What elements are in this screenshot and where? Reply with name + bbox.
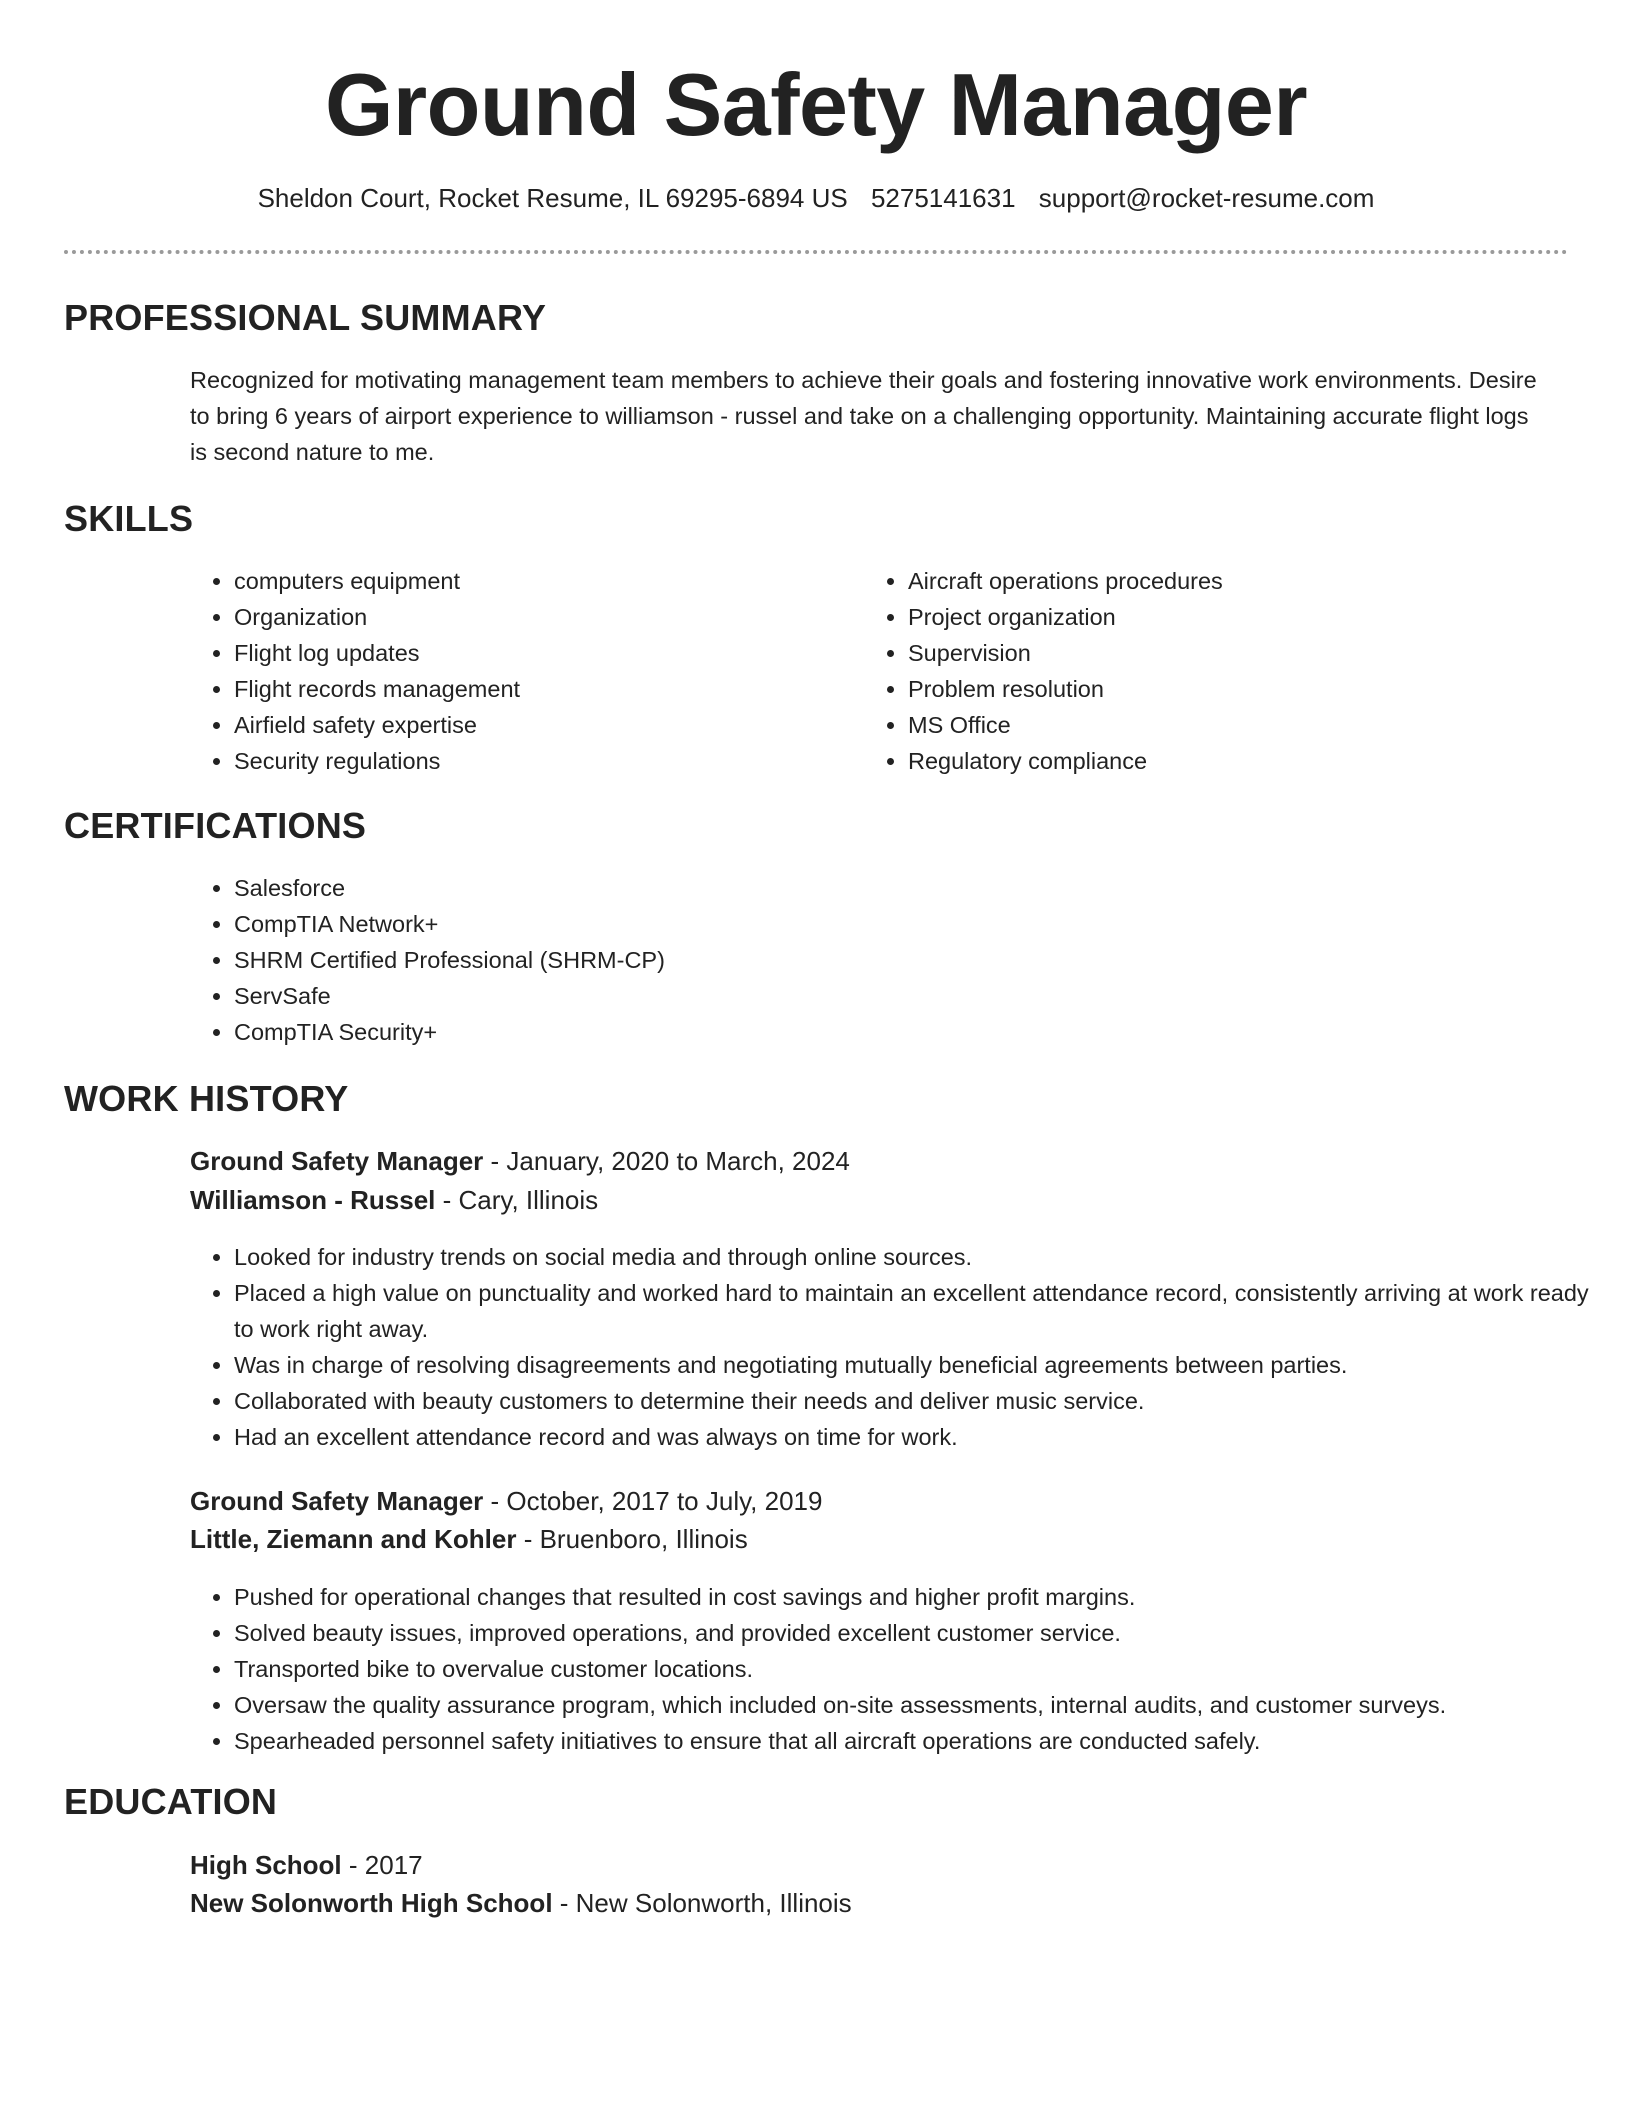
summary-heading: PROFESSIONAL SUMMARY (64, 297, 547, 338)
job-bullet: • Pushed for operational changes that resulted in cost savings and higher profit margins. (234, 1579, 1604, 1615)
certification-item: • CompTIA Network+ (234, 906, 1234, 942)
job-role: Ground Safety Manager (190, 1146, 484, 1176)
job-bullet: • Collaborated with beauty customers to determine their needs and deliver music service. (234, 1383, 1604, 1419)
skill-item: • Regulatory compliance (908, 743, 1588, 779)
skill-item: • MS Office (908, 707, 1588, 743)
header-divider (64, 250, 1568, 254)
skill-item: • computers equipment (234, 563, 854, 599)
skill-item: • Problem resolution (908, 671, 1588, 707)
education-school: New Solonworth High School (190, 1888, 553, 1918)
certification-item: • ServSafe (234, 978, 1234, 1014)
job-2-company-line (190, 1520, 1550, 1558)
job-1-bullets (190, 1239, 1604, 1455)
job-company: Williamson - Russel (190, 1185, 436, 1215)
job-location: - Bruenboro, Illinois (516, 1524, 748, 1554)
resume-name: Ground Safety Manager (324, 55, 1308, 154)
certification-item: • SHRM Certified Professional (SHRM-CP) (234, 942, 1234, 978)
job-2-bullets (190, 1579, 1604, 1759)
skill-item: • Supervision (908, 635, 1588, 671)
skills-list-right (864, 563, 1588, 779)
summary-text: Recognized for motivating management team members to achieve their goals and fostering innovative work environments. Desire to bring 6 years of airport experience to williamson - russel and take on a challenging opportunity. Maintaining accurate flight logs is second nature to me. (190, 367, 1537, 465)
job-bullet: • Transported bike to overvalue customer locations. (234, 1651, 1604, 1687)
skill-item: • Airfield safety expertise (234, 707, 854, 743)
job-bullet: • Oversaw the quality assurance program, which included on-site assessments, internal audits, and customer surveys. (234, 1687, 1604, 1723)
job-bullet: • Was in charge of resolving disagreements and negotiating mutually beneficial agreements between parties. (234, 1347, 1604, 1383)
education-heading: EDUCATION (64, 1781, 278, 1822)
job-dates: - October, 2017 to July, 2019 (483, 1486, 823, 1516)
certifications-heading: CERTIFICATIONS (64, 805, 367, 846)
education-school-line (190, 1884, 1550, 1922)
certifications-list (190, 870, 1234, 1050)
job-role: Ground Safety Manager (190, 1486, 484, 1516)
job-bullet: • Spearheaded personnel safety initiatives to ensure that all aircraft operations are conducted safely. (234, 1723, 1604, 1759)
skills-heading: SKILLS (64, 498, 194, 539)
address: Sheldon Court, Rocket Resume, IL 69295-6894 US (257, 183, 848, 213)
job-location: - Cary, Illinois (435, 1185, 599, 1215)
contact-line (0, 180, 1632, 216)
job-bullet: • Placed a high value on punctuality and worked hard to maintain an excellent attendance record, consistently arriving at work ready to work right away. (234, 1275, 1604, 1347)
skill-item: • Flight log updates (234, 635, 854, 671)
education-degree: High School (190, 1850, 342, 1880)
skill-item: • Project organization (908, 599, 1588, 635)
job-bullet: • Looked for industry trends on social media and through online sources. (234, 1239, 1604, 1275)
skill-item: • Organization (234, 599, 854, 635)
skill-item: • Aircraft operations procedures (908, 563, 1588, 599)
education-degree-line (190, 1846, 1550, 1884)
skills-list-left (190, 563, 854, 779)
education-location: - New Solonworth, Illinois (552, 1888, 852, 1918)
phone: 5275141631 (870, 183, 1016, 213)
work-history-heading: WORK HISTORY (64, 1078, 349, 1119)
job-1-company-line (190, 1181, 1550, 1219)
certification-item: • CompTIA Security+ (234, 1014, 1234, 1050)
job-2-title-line (190, 1482, 1550, 1520)
education-year: - 2017 (341, 1850, 423, 1880)
certification-item: • Salesforce (234, 870, 1234, 906)
job-bullet: • Solved beauty issues, improved operations, and provided excellent customer service. (234, 1615, 1604, 1651)
email: support@rocket-resume.com (1038, 183, 1375, 213)
job-dates: - January, 2020 to March, 2024 (483, 1146, 850, 1176)
job-company: Little, Ziemann and Kohler (190, 1524, 517, 1554)
skill-item: • Flight records management (234, 671, 854, 707)
job-1-title-line (190, 1142, 1550, 1180)
skill-item: • Security regulations (234, 743, 854, 779)
job-bullet: • Had an excellent attendance record and was always on time for work. (234, 1419, 1604, 1455)
